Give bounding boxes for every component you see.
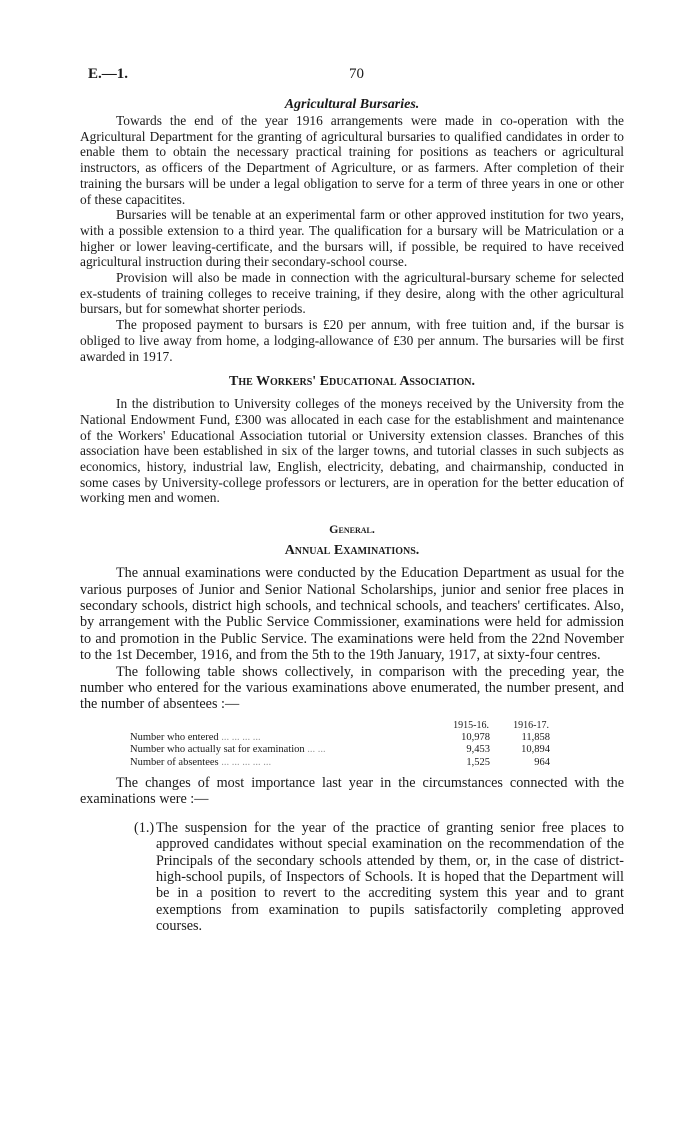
column-header: 1916-17.	[513, 719, 549, 731]
table-header-row	[130, 719, 550, 732]
paragraph: The changes of most importance last year in the circumstances connected with the examinations were :—	[80, 775, 624, 808]
paragraph: The proposed payment to bursars is £20 per annum, with free tuition and, if the bursar is obliged to live away from home, a lodging-allowance of £30 per annum. The bursaries will be first awarded in 1917.	[80, 317, 624, 364]
table-row	[130, 732, 550, 744]
cell-1915-16: 1,525	[466, 756, 490, 768]
cell-1916-17: 964	[534, 756, 550, 768]
cell-1916-17: 11,858	[521, 731, 550, 743]
paragraph: Towards the end of the year 1916 arrangements were made in co-operation with the Agricultural Department for the granting of agricultural bursaries to qualified candidates in order to enable them to obtain the necessary practical training for positions as teachers or agricultural instructors, as officers of the Department of Agriculture, or as farmers. After completion of their training the bursars will be under a legal obligation to serve for a term of three years in one or other of these capacitites.	[80, 113, 624, 207]
paragraph: The following table shows collectively, in comparison with the preceding year, the number who entered for the various examinations above enumerated, the number present, and the number of absentees :—	[80, 663, 624, 713]
leader-dots: ... ... ... ... ...	[221, 756, 272, 768]
row-label: Number who entered	[130, 731, 219, 743]
table-row	[130, 757, 550, 769]
report-code: E.—1.	[88, 66, 129, 82]
leader-dots: ... ...	[307, 744, 326, 756]
section-title: The Workers' Educational Association.	[229, 374, 475, 390]
leader-dots: ... ... ... ...	[221, 731, 261, 743]
page-content	[80, 97, 624, 935]
examination-stats-table	[130, 719, 550, 769]
paragraph: Provision will also be made in connection with the agricultural-bursary scheme for selected ex-students of training colleges to receive training, if they desire, along with the other agricultural bursars, but for somewhat shorter periods.	[80, 270, 624, 317]
section-subtitle: Annual Examinations.	[284, 543, 420, 559]
workers-association-section	[80, 374, 624, 506]
paragraph: The annual examinations were conducted by the Education Department as usual for the various purposes of Junior and Senior National Scholarships, junior and senior free places in secondary schools, district high schools, and technical schools, and teachers' certificates. Also, by arrangement with the Public Service Commissioner, examinations were held for admission to and promotion in the Public Service. The examinations were held from the 22nd November to the 1st December, 1916, and from the 5th to the 19th January, 1917, at sixty-four centres.	[80, 565, 624, 664]
page-header	[88, 66, 622, 86]
row-label: Number who actually sat for examination	[130, 744, 305, 756]
column-header: 1915-16.	[453, 719, 489, 731]
general-section	[80, 522, 624, 935]
page-number: 70	[349, 66, 364, 82]
paragraph: Bursaries will be tenable at an experimental farm or other approved institution for two years, with a possible extension to a third year. The qualification for a bursary will be Matriculation or a higher or lower leaving-certificate, and the bursars will, if possible, be required to have received agricultural instruction during their secondary-school course.	[80, 207, 624, 270]
cell-1915-16: 9,453	[466, 744, 490, 756]
list-item	[80, 820, 624, 935]
section-title: General.	[329, 522, 375, 537]
list-item-number: (1.)	[134, 819, 155, 836]
paragraph: In the distribution to University colleges of the moneys received by the University from the National Endowment Fund, £300 was allocated in each case for the establishment and maintenance of the Workers' Educational Association tutorial or University extension classes. Branches of this association have been established in six of the larger towns, and tutorial classes in such subjects as economics, history, industrial law, English, electricity, debating, and chairmanship, conducted in some cases by University-college professors or lecturers, are in operation for the better education of working men and women.	[80, 396, 624, 506]
section-title: Agricultural Bursaries.	[284, 97, 420, 112]
agricultural-bursaries-section	[80, 97, 624, 364]
cell-1916-17: 10,894	[521, 744, 550, 756]
cell-1915-16: 10,978	[461, 731, 490, 743]
table-row	[130, 744, 550, 756]
list-item-text: The suspension for the year of the practice of granting senior free places to approved candidates without special examination on the recommendation of the Principals of the secondary schools attended by them, or, in the case of district-high-school pupils, of Inspectors of Schools. It is hoped that the Department will be in a position to revert to the accrediting system this year and to grant exemptions from examination to pupils satisfactorily completing approved courses.	[156, 819, 624, 935]
row-label: Number of absentees	[130, 756, 219, 768]
